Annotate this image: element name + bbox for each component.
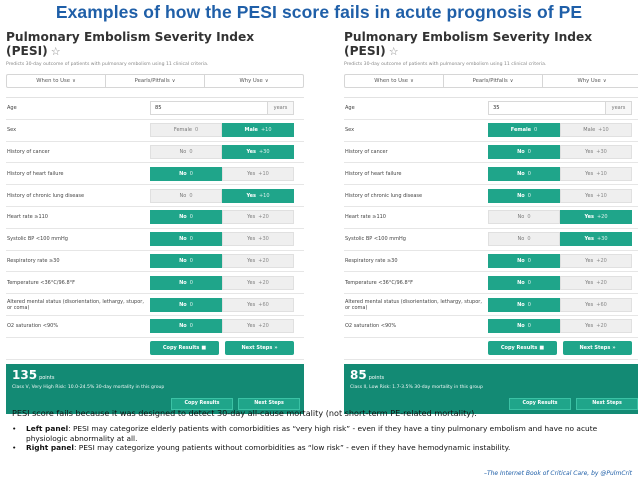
option-points: 0 bbox=[527, 170, 531, 177]
row-label: Respiratory rate ≥30 bbox=[345, 257, 398, 264]
option-points: +10 bbox=[596, 192, 607, 199]
option-yes-button[interactable] bbox=[560, 276, 632, 290]
option-label: No bbox=[179, 257, 187, 264]
age-value[interactable]: 85 bbox=[155, 105, 162, 112]
option-points: 0 bbox=[527, 279, 531, 286]
option-toggle bbox=[488, 210, 632, 224]
option-label: Yes bbox=[247, 170, 256, 177]
row-label: Heart rate ≥110 bbox=[7, 214, 48, 221]
button-label: Copy Results bbox=[184, 401, 220, 407]
age-input[interactable] bbox=[150, 101, 294, 115]
option-no-button[interactable] bbox=[488, 298, 560, 312]
option-label: No bbox=[517, 170, 525, 177]
criteria-list bbox=[6, 97, 304, 360]
criteria-list bbox=[344, 97, 638, 360]
option-no-button[interactable] bbox=[150, 123, 222, 137]
option-label: Yes bbox=[585, 301, 594, 308]
option-no-button[interactable] bbox=[150, 298, 222, 312]
bullet-dot-icon: • bbox=[12, 424, 17, 433]
tab-label: Why Use bbox=[577, 78, 601, 84]
option-yes-button[interactable] bbox=[222, 276, 294, 290]
button-label: Next Steps bbox=[254, 401, 284, 407]
criterion-row bbox=[6, 229, 304, 251]
row-label: O2 saturation <90% bbox=[7, 323, 59, 330]
option-label: No bbox=[517, 279, 525, 286]
option-no-button[interactable] bbox=[150, 210, 222, 224]
bullet-left-panel bbox=[12, 424, 632, 443]
option-toggle bbox=[488, 298, 632, 312]
calculator-subtitle: Predicts 30-day outcome of patients with pulmonary embolism using 11 clinical criteria. bbox=[344, 62, 547, 67]
tab-pearls-pitfalls[interactable] bbox=[444, 75, 543, 87]
chevron-down-icon: ∨ bbox=[509, 78, 514, 84]
option-points: 0 bbox=[527, 192, 531, 199]
result-box bbox=[6, 364, 304, 414]
option-label: Yes bbox=[585, 279, 594, 286]
action-row bbox=[6, 338, 304, 360]
next-steps-button[interactable] bbox=[563, 341, 632, 355]
tab-when-to-use[interactable] bbox=[345, 75, 444, 87]
option-no-button[interactable] bbox=[150, 276, 222, 290]
option-points: +10 bbox=[598, 127, 609, 134]
criterion-row bbox=[6, 120, 304, 142]
option-yes-button[interactable] bbox=[222, 298, 294, 312]
option-points: +30 bbox=[596, 148, 607, 155]
option-no-button[interactable] bbox=[150, 167, 222, 181]
option-points: +20 bbox=[258, 257, 269, 264]
option-points: 0 bbox=[527, 301, 531, 308]
option-no-button[interactable] bbox=[150, 189, 222, 203]
option-toggle bbox=[488, 276, 632, 290]
score-unit: points bbox=[368, 374, 385, 381]
left-calculator-panel bbox=[6, 30, 304, 406]
option-points: 0 bbox=[189, 279, 193, 286]
row-label: Temperature <36°C/96.8°F bbox=[345, 279, 413, 286]
copy-results-button[interactable] bbox=[150, 341, 219, 355]
criterion-row bbox=[6, 251, 304, 273]
option-toggle bbox=[488, 123, 632, 137]
button-label: Next Steps bbox=[241, 345, 273, 352]
option-points: 0 bbox=[527, 323, 531, 330]
option-label: Male bbox=[244, 127, 258, 134]
option-no-button[interactable] bbox=[488, 254, 560, 268]
row-label: Heart rate ≥110 bbox=[345, 214, 386, 221]
option-yes-button[interactable] bbox=[222, 189, 294, 203]
option-points: +20 bbox=[596, 279, 607, 286]
row-label: History of chronic lung disease bbox=[7, 192, 85, 199]
option-no-button[interactable] bbox=[488, 319, 560, 333]
option-points: +20 bbox=[596, 257, 607, 264]
option-yes-button[interactable] bbox=[560, 189, 632, 203]
option-label: Yes bbox=[585, 148, 594, 155]
chevron-down-icon: ∨ bbox=[264, 78, 269, 84]
option-label: No bbox=[517, 214, 525, 221]
criterion-row bbox=[344, 229, 638, 251]
option-toggle bbox=[150, 232, 294, 246]
tab-why-use[interactable] bbox=[205, 75, 303, 87]
option-points: +10 bbox=[258, 192, 270, 199]
option-yes-button[interactable] bbox=[560, 298, 632, 312]
option-no-button[interactable] bbox=[488, 276, 560, 290]
calculator-title bbox=[344, 30, 638, 59]
bullet-body bbox=[26, 424, 632, 443]
copy-icon: ■ bbox=[201, 345, 207, 352]
chevron-down-icon: ∨ bbox=[72, 78, 76, 84]
row-label: Altered mental status (disorientation, lethargy, stupor, or coma) bbox=[7, 298, 144, 311]
option-points: 0 bbox=[194, 127, 199, 134]
criterion-row bbox=[344, 251, 638, 273]
option-points: +10 bbox=[596, 170, 607, 177]
option-label: No bbox=[517, 301, 525, 308]
row-label: Systolic BP <100 mmHg bbox=[345, 236, 406, 243]
tab-label: When to Use bbox=[36, 78, 71, 84]
result-score bbox=[12, 368, 298, 382]
option-points: +30 bbox=[596, 236, 608, 243]
option-no-button[interactable] bbox=[488, 123, 560, 137]
option-points: +20 bbox=[258, 279, 269, 286]
option-label: No bbox=[517, 323, 525, 330]
star-icon[interactable]: ☆ bbox=[388, 45, 399, 58]
result-score bbox=[350, 368, 636, 382]
source-credit: –The Internet Book of Critical Care, by @PulmCrit bbox=[483, 470, 632, 477]
right-calculator-panel bbox=[344, 30, 638, 406]
option-label: Yes bbox=[247, 236, 256, 243]
option-label: No bbox=[517, 192, 525, 199]
criterion-row bbox=[344, 185, 638, 207]
row-label: Respiratory rate ≥30 bbox=[7, 257, 60, 264]
bullet-dot-icon: • bbox=[12, 443, 17, 453]
row-label: Altered mental status (disorientation, lethargy, stupor, or coma) bbox=[345, 298, 482, 311]
tab-label: Why Use bbox=[239, 78, 263, 84]
row-label: Sex bbox=[7, 127, 17, 134]
option-toggle bbox=[150, 298, 294, 312]
option-label: No bbox=[179, 301, 187, 308]
option-points: +10 bbox=[260, 127, 272, 134]
option-label: Yes bbox=[247, 301, 256, 308]
chevron-down-icon: ∨ bbox=[602, 78, 607, 84]
option-label: Yes bbox=[246, 192, 256, 199]
option-label: No bbox=[179, 279, 187, 286]
option-points: 0 bbox=[527, 257, 531, 264]
option-no-button[interactable] bbox=[150, 145, 222, 159]
row-label: History of heart failure bbox=[7, 170, 64, 177]
age-unit: years bbox=[267, 102, 293, 114]
option-toggle bbox=[488, 189, 632, 203]
row-label: History of chronic lung disease bbox=[345, 192, 423, 199]
option-label: Yes bbox=[247, 323, 256, 330]
criterion-row bbox=[344, 142, 638, 164]
row-label: History of heart failure bbox=[345, 170, 402, 177]
chevron-down-icon: ∨ bbox=[410, 78, 414, 84]
option-points: 0 bbox=[189, 257, 193, 264]
option-no-button[interactable] bbox=[488, 167, 560, 181]
option-points: 0 bbox=[534, 127, 538, 134]
option-no-button[interactable] bbox=[150, 232, 222, 246]
option-yes-button[interactable] bbox=[560, 123, 632, 137]
option-yes-button[interactable] bbox=[222, 145, 294, 159]
option-no-button[interactable] bbox=[150, 319, 222, 333]
option-label: Yes bbox=[247, 279, 256, 286]
option-label: Yes bbox=[247, 214, 256, 221]
button-label: Next Steps bbox=[592, 401, 622, 407]
tab-label: When to Use bbox=[374, 78, 409, 84]
option-no-button[interactable] bbox=[488, 210, 560, 224]
tab-label: Pearls/Pitfalls bbox=[134, 78, 170, 84]
option-points: 0 bbox=[189, 170, 193, 177]
criterion-row bbox=[6, 294, 304, 316]
option-points: +20 bbox=[596, 323, 607, 330]
tab-why-use[interactable] bbox=[543, 75, 638, 87]
criterion-row bbox=[344, 207, 638, 229]
bullet-lead: Left panel bbox=[26, 424, 69, 433]
option-yes-button[interactable] bbox=[560, 232, 632, 246]
option-points: +10 bbox=[258, 170, 269, 177]
age-row bbox=[344, 98, 638, 120]
option-toggle bbox=[488, 167, 632, 181]
footer-notes bbox=[12, 408, 632, 453]
option-label: Yes bbox=[585, 257, 594, 264]
double-arrow-icon: » bbox=[612, 345, 616, 352]
option-label: Yes bbox=[247, 257, 256, 264]
criterion-row bbox=[344, 316, 638, 338]
option-toggle bbox=[488, 319, 632, 333]
option-label: Female bbox=[510, 127, 532, 134]
score-value: 85 bbox=[350, 367, 367, 382]
option-yes-button[interactable] bbox=[222, 167, 294, 181]
option-label: Yes bbox=[584, 214, 594, 221]
option-label: No bbox=[179, 192, 187, 199]
criterion-row bbox=[6, 142, 304, 164]
option-points: 0 bbox=[189, 323, 193, 330]
score-unit: points bbox=[39, 374, 55, 381]
option-points: +30 bbox=[258, 148, 270, 155]
calculator-title-text: Pulmonary Embolism Severity Index (PESI) bbox=[344, 30, 593, 58]
option-label: Yes bbox=[584, 236, 594, 243]
age-input[interactable] bbox=[488, 101, 632, 115]
age-unit: years bbox=[605, 102, 631, 114]
option-yes-button[interactable] bbox=[222, 123, 294, 137]
option-label: Yes bbox=[585, 323, 594, 330]
bullet-list bbox=[12, 424, 632, 453]
criterion-row bbox=[6, 207, 304, 229]
copy-icon: ■ bbox=[539, 345, 545, 352]
option-label: No bbox=[179, 236, 187, 243]
action-row bbox=[344, 338, 638, 360]
option-yes-button[interactable] bbox=[560, 254, 632, 268]
option-yes-button[interactable] bbox=[222, 210, 294, 224]
chevron-down-icon: ∨ bbox=[171, 78, 176, 84]
option-points: 0 bbox=[527, 148, 531, 155]
bullet-text: : PESI may categorize elderly patients with comorbidities as “very high risk” - even if they have a tiny pulmonary embolism and have no acute physiologic abnormality at all. bbox=[26, 424, 598, 443]
criterion-row bbox=[6, 163, 304, 185]
option-points: 0 bbox=[189, 192, 193, 199]
calculator-title-text: Pulmonary Embolism Severity Index (PESI) bbox=[6, 30, 255, 58]
row-label: History of cancer bbox=[345, 148, 388, 155]
option-label: Yes bbox=[585, 170, 594, 177]
option-toggle bbox=[488, 145, 632, 159]
option-toggle bbox=[150, 123, 294, 137]
option-points: +60 bbox=[596, 301, 607, 308]
result-box bbox=[344, 364, 638, 414]
option-no-button[interactable] bbox=[488, 232, 560, 246]
option-yes-button[interactable] bbox=[560, 167, 632, 181]
info-tabs bbox=[6, 74, 304, 88]
criterion-row bbox=[6, 316, 304, 338]
option-yes-button[interactable] bbox=[560, 145, 632, 159]
option-toggle bbox=[150, 167, 294, 181]
option-points: +30 bbox=[258, 236, 269, 243]
calculator-title bbox=[6, 30, 304, 59]
criterion-row bbox=[344, 294, 638, 316]
option-points: 0 bbox=[189, 214, 193, 221]
option-toggle bbox=[150, 254, 294, 268]
row-label: History of cancer bbox=[7, 148, 50, 155]
option-no-button[interactable] bbox=[488, 145, 560, 159]
option-toggle bbox=[150, 145, 294, 159]
row-label: Age bbox=[345, 105, 355, 112]
row-label: Sex bbox=[345, 127, 355, 134]
option-label: No bbox=[179, 170, 187, 177]
option-yes-button[interactable] bbox=[222, 232, 294, 246]
tab-label: Pearls/Pitfalls bbox=[472, 78, 508, 84]
next-steps-button[interactable] bbox=[225, 341, 294, 355]
option-label: No bbox=[517, 148, 525, 155]
criterion-row bbox=[344, 272, 638, 294]
option-label: Yes bbox=[585, 192, 594, 199]
row-label: Temperature <36°C/96.8°F bbox=[7, 279, 75, 286]
option-label: Female bbox=[173, 127, 192, 134]
age-row bbox=[6, 98, 304, 120]
row-label: O2 saturation <90% bbox=[345, 323, 397, 330]
button-label: Copy Results bbox=[500, 345, 538, 352]
calculator-subtitle: Predicts 30-day outcome of patients with pulmonary embolism using 11 clinical criteria. bbox=[6, 62, 209, 67]
star-icon[interactable]: ☆ bbox=[50, 45, 61, 58]
option-label: No bbox=[179, 323, 187, 330]
score-value: 135 bbox=[12, 367, 38, 382]
risk-class-text: Class V, Very High Risk: 10.0-24.5% 30-day mortality in this group bbox=[12, 384, 165, 390]
option-label: No bbox=[517, 257, 525, 264]
option-points: +20 bbox=[596, 214, 608, 221]
option-yes-button[interactable] bbox=[560, 319, 632, 333]
option-points: +20 bbox=[258, 323, 269, 330]
age-value[interactable]: 35 bbox=[493, 105, 500, 112]
option-label: No bbox=[179, 214, 187, 221]
action-buttons bbox=[150, 341, 294, 355]
option-toggle bbox=[150, 210, 294, 224]
risk-class-text: Class II, Low Risk: 1.7-3.5% 30-day mortality in this group bbox=[350, 384, 483, 390]
criterion-row bbox=[6, 272, 304, 294]
tab-when-to-use[interactable] bbox=[7, 75, 106, 87]
option-points: 0 bbox=[527, 214, 531, 221]
option-points: 0 bbox=[189, 236, 193, 243]
row-label: Age bbox=[7, 105, 17, 112]
option-yes-button[interactable] bbox=[222, 319, 294, 333]
option-points: +20 bbox=[258, 214, 269, 221]
option-label: Male bbox=[583, 127, 596, 134]
option-label: Yes bbox=[246, 148, 256, 155]
bullet-text: : PESI may categorize young patients without comorbidities as “low risk” - even if they have hemodynamic instability. bbox=[73, 443, 511, 453]
copy-results-button[interactable] bbox=[488, 341, 557, 355]
option-yes-button[interactable] bbox=[222, 254, 294, 268]
option-toggle bbox=[150, 189, 294, 203]
info-tabs bbox=[344, 74, 638, 88]
option-label: No bbox=[517, 236, 525, 243]
slide-title: Examples of how the PESI score fails in acute prognosis of PE bbox=[55, 2, 583, 22]
option-no-button[interactable] bbox=[150, 254, 222, 268]
row-label: Systolic BP <100 mmHg bbox=[7, 236, 68, 243]
option-toggle bbox=[488, 254, 632, 268]
option-points: 0 bbox=[189, 301, 193, 308]
button-label: Next Steps bbox=[579, 345, 611, 352]
criterion-row bbox=[344, 120, 638, 142]
button-label: Copy Results bbox=[522, 401, 558, 407]
bullet-lead: Right panel bbox=[26, 443, 74, 453]
option-points: +60 bbox=[258, 301, 269, 308]
option-toggle bbox=[488, 232, 632, 246]
option-toggle bbox=[150, 276, 294, 290]
option-points: 0 bbox=[527, 236, 531, 243]
bullet-body bbox=[26, 443, 510, 453]
summary-text: PESI score fails because it was designed to detect 30-day all-cause mortality (not short-term PE-related mortality). bbox=[12, 408, 477, 418]
option-yes-button[interactable] bbox=[560, 210, 632, 224]
option-no-button[interactable] bbox=[488, 189, 560, 203]
double-arrow-icon: » bbox=[274, 345, 278, 352]
option-toggle bbox=[150, 319, 294, 333]
action-buttons bbox=[488, 341, 632, 355]
option-points: 0 bbox=[189, 148, 193, 155]
option-label: No bbox=[179, 148, 187, 155]
button-label: Copy Results bbox=[162, 345, 200, 352]
bullet-right-panel bbox=[12, 443, 632, 453]
criterion-row bbox=[6, 185, 304, 207]
tab-pearls-pitfalls[interactable] bbox=[106, 75, 205, 87]
criterion-row bbox=[344, 163, 638, 185]
